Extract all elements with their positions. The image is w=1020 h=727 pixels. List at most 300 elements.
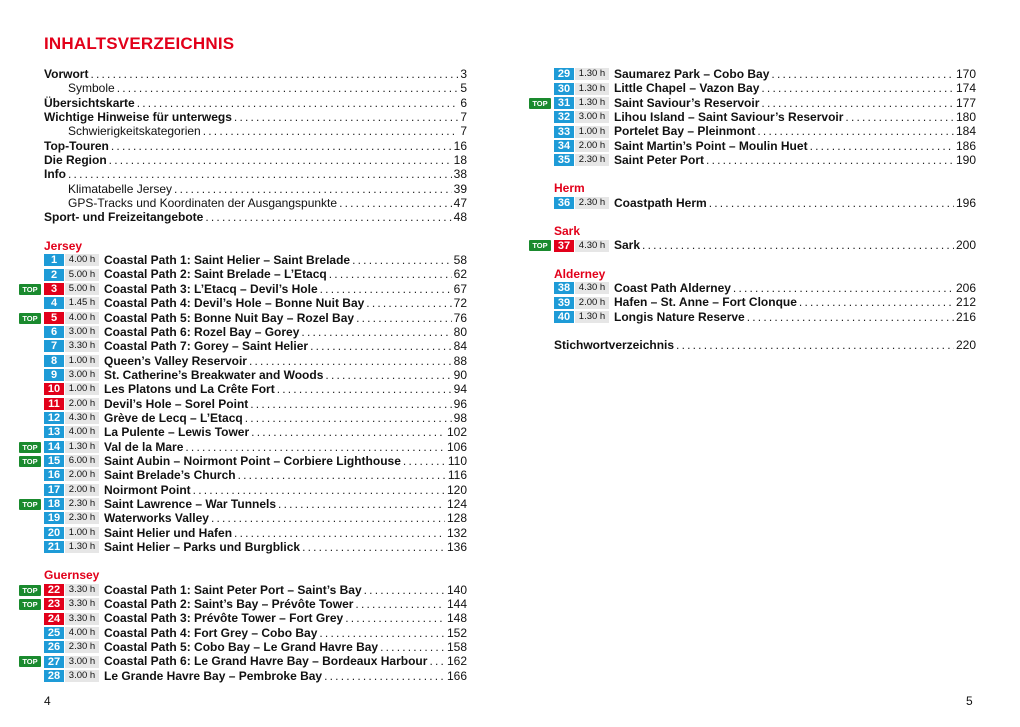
tour-duration: 4.00 h (65, 312, 99, 324)
toc-entry[interactable] (44, 96, 467, 110)
tour-number: 25 (44, 627, 64, 639)
dot-leader (429, 654, 445, 668)
tour-page: 124 (446, 496, 467, 511)
page-title: INHALTSVERZEICHNIS (44, 34, 235, 53)
tour-title: Saumarez Park – Cobo Bay (614, 67, 770, 81)
region-heading: Guernsey (44, 568, 100, 583)
tour-number: 38 (554, 282, 574, 294)
dot-leader (174, 182, 452, 196)
tour-duration: 4.00 h (65, 627, 99, 639)
tour-title: Hafen – St. Anne – Fort Clonque (614, 295, 797, 310)
tour-entry[interactable] (532, 238, 976, 253)
dot-leader (117, 81, 459, 95)
dot-leader (403, 454, 446, 468)
dot-leader (137, 96, 459, 110)
dot-leader (234, 110, 458, 124)
tour-duration: 3.30 h (65, 584, 99, 596)
tour-duration: 1.30 h (575, 68, 609, 80)
tour-duration: 2.00 h (65, 484, 99, 496)
toc-entry[interactable] (44, 153, 467, 167)
tour-entry[interactable] (554, 153, 976, 167)
tour-title: Sark (614, 238, 641, 253)
tour-entry[interactable] (22, 439, 467, 454)
tour-page: 76 (453, 310, 467, 325)
tour-duration: 2.30 h (65, 512, 99, 524)
toc-entry-page: 38 (453, 167, 467, 182)
dot-leader (277, 382, 452, 396)
tour-title: Coastal Path 4: Devil’s Hole – Bonne Nuit Bay (104, 296, 365, 311)
region-heading: Sark (554, 224, 581, 239)
tour-entry[interactable] (44, 397, 467, 411)
tour-entry[interactable] (44, 354, 467, 368)
toc-entry[interactable] (44, 182, 467, 196)
toc-left-column (22, 67, 467, 683)
tour-entry[interactable] (554, 81, 976, 95)
tour-title: Saint Helier – Parks und Burgblick (104, 540, 301, 554)
tour-page: 106 (446, 439, 467, 454)
toc-entry[interactable] (44, 81, 467, 95)
tour-title: Little Chapel – Vazon Bay (614, 81, 760, 96)
dot-leader (185, 440, 445, 454)
toc-entry-label: Stichwortverzeichnis (554, 338, 675, 353)
dot-leader (301, 325, 451, 339)
tour-duration: 3.00 h (65, 369, 99, 381)
tour-page: 186 (955, 138, 976, 153)
tour-number: 15 (44, 455, 64, 467)
tour-entry[interactable] (44, 669, 467, 683)
tour-number: 2 (44, 269, 64, 281)
dot-leader (810, 139, 954, 153)
spacer (44, 554, 467, 568)
tour-duration: 2.00 h (65, 398, 99, 410)
dot-leader (203, 124, 459, 138)
tour-entry[interactable] (44, 325, 467, 339)
tour-page: 158 (446, 640, 467, 655)
dot-leader (245, 411, 452, 425)
tour-title: Coastal Path 6: Le Grand Havre Bay – Bordeaux Harbour (104, 654, 428, 669)
dot-leader (319, 626, 445, 640)
tour-entry[interactable] (44, 611, 467, 625)
tour-entry[interactable] (22, 281, 467, 296)
tour-title: Coastal Path 3: Prévôte Tower – Fort Grey (104, 611, 344, 626)
dot-leader (325, 368, 451, 382)
tour-page: 166 (446, 668, 467, 683)
tour-title: La Pulente – Lewis Tower (104, 425, 250, 440)
dot-leader (799, 295, 954, 309)
tour-entry[interactable] (22, 654, 467, 669)
top-badge: TOP (19, 499, 41, 510)
right-page (510, 0, 1020, 727)
dot-leader (193, 483, 445, 497)
tour-entry[interactable] (44, 511, 467, 525)
tour-page: 90 (453, 367, 467, 382)
tour-page: 196 (955, 195, 976, 210)
tour-entry[interactable] (22, 597, 467, 612)
tour-duration: 4.30 h (65, 412, 99, 424)
dot-leader (747, 310, 954, 324)
tour-entry[interactable] (22, 453, 467, 468)
dot-leader (310, 339, 452, 353)
tour-title: Grève de Lecq – L’Etacq (104, 410, 243, 425)
dot-leader (249, 354, 452, 368)
spacer (554, 253, 976, 267)
toc-entry[interactable] (44, 210, 467, 224)
page-number-right: 5 (966, 694, 973, 708)
region-heading: Herm (554, 181, 585, 196)
tour-duration: 1.00 h (65, 527, 99, 539)
tour-entry[interactable] (554, 281, 976, 295)
tour-number: 8 (44, 355, 64, 367)
dot-leader (329, 267, 452, 281)
tour-title: Saint Saviour’s Reservoir (614, 95, 760, 110)
dot-leader (324, 669, 445, 683)
dot-leader (356, 311, 452, 325)
toc-entry-label: Info (44, 167, 66, 182)
tour-page: 144 (446, 597, 467, 612)
tour-page: 80 (453, 324, 467, 339)
tour-duration: 2.00 h (575, 140, 609, 152)
tour-duration: 1.30 h (575, 97, 609, 109)
top-badge: TOP (529, 98, 551, 109)
toc-entry[interactable] (44, 67, 467, 81)
tour-page: 162 (446, 654, 467, 669)
dot-leader (676, 338, 954, 352)
tour-duration: 4.00 h (65, 254, 99, 266)
tour-entry[interactable] (44, 368, 467, 382)
tour-number: 4 (44, 297, 64, 309)
tour-title: Coastal Path 2: Saint’s Bay – Prévôte Tower (104, 597, 354, 612)
dot-leader (339, 196, 452, 210)
tour-entry[interactable] (22, 582, 467, 597)
tour-number: 9 (44, 369, 64, 381)
tour-number: 34 (554, 140, 574, 152)
toc-entry-label: Klimatabelle Jersey (68, 181, 173, 196)
tour-page: 174 (955, 81, 976, 96)
toc-entry-page: 7 (460, 110, 467, 125)
tour-number: 20 (44, 527, 64, 539)
tour-entry[interactable] (44, 526, 467, 540)
top-badge: TOP (529, 240, 551, 251)
tour-number: 32 (554, 111, 574, 123)
dot-leader (771, 67, 954, 81)
tour-entry[interactable] (554, 67, 976, 81)
tour-page: 170 (955, 67, 976, 81)
tour-title: Saint Helier und Hafen (104, 525, 233, 540)
toc-entry[interactable] (44, 110, 467, 124)
tour-duration: 1.00 h (65, 383, 99, 395)
tour-number: 12 (44, 412, 64, 424)
tour-entry[interactable] (44, 468, 467, 482)
tour-number: 13 (44, 426, 64, 438)
tour-number: 21 (44, 541, 64, 553)
region-heading: Alderney (554, 266, 606, 281)
tour-page: 148 (446, 611, 467, 626)
tour-page: 190 (955, 153, 976, 168)
toc-entry-page: 39 (453, 181, 467, 196)
dot-leader (642, 238, 954, 252)
top-badge: TOP (19, 284, 41, 295)
tour-number: 37 (554, 240, 574, 252)
dot-leader (278, 497, 445, 511)
tour-page: 96 (453, 396, 467, 411)
tour-entry[interactable] (532, 95, 976, 110)
tour-title: Longis Nature Reserve (614, 309, 745, 324)
tour-duration: 1.45 h (65, 297, 99, 309)
tour-number: 26 (44, 641, 64, 653)
tour-title: Portelet Bay – Pleinmont (614, 124, 756, 139)
tour-page: 88 (453, 353, 467, 368)
spacer (44, 225, 467, 239)
top-badge: TOP (19, 313, 41, 324)
tour-number: 16 (44, 469, 64, 481)
tour-number: 33 (554, 126, 574, 138)
tour-entry[interactable] (44, 626, 467, 640)
tour-entry[interactable] (554, 124, 976, 138)
top-badge: TOP (19, 599, 41, 610)
tour-page: 212 (955, 295, 976, 310)
tour-number: 40 (554, 311, 574, 323)
tour-page: 180 (955, 110, 976, 125)
tour-page: 67 (453, 281, 467, 296)
tour-number: 31 (554, 97, 574, 109)
tour-number: 28 (44, 670, 64, 682)
tour-title: Coastal Path 1: Saint Peter Port – Saint’s Bay (104, 582, 362, 597)
dot-leader (109, 153, 452, 167)
toc-entry-label: Top-Touren (44, 138, 109, 153)
tour-title: Devil’s Hole – Sorel Point (104, 396, 249, 411)
tour-page: 140 (446, 582, 467, 597)
toc-entry-page: 47 (453, 196, 467, 211)
dot-leader (761, 96, 954, 110)
dot-leader (211, 511, 445, 525)
tour-duration: 4.00 h (65, 426, 99, 438)
tour-entry[interactable] (22, 496, 467, 511)
tour-entry[interactable] (554, 196, 976, 210)
tour-title: Lihou Island – Saint Saviour’s Reservoir (614, 110, 844, 125)
tour-entry[interactable] (22, 310, 467, 325)
top-badge: TOP (19, 442, 41, 453)
tour-duration: 3.30 h (65, 613, 99, 625)
tour-page: 58 (453, 253, 467, 268)
tour-entry[interactable] (44, 267, 467, 281)
dot-leader (380, 640, 445, 654)
tour-page: 62 (453, 267, 467, 282)
tour-entry[interactable] (44, 540, 467, 554)
toc-entry-label: Die Region (44, 153, 107, 168)
tour-number: 36 (554, 197, 574, 209)
tour-entry[interactable] (44, 425, 467, 439)
spacer (554, 210, 976, 224)
tour-entry[interactable] (554, 110, 976, 124)
top-badge: TOP (19, 656, 41, 667)
toc-entry-label: Vorwort (44, 67, 89, 81)
tour-page: 72 (453, 296, 467, 311)
dot-leader (90, 67, 458, 81)
toc-entry-page: 6 (460, 95, 467, 110)
tour-duration: 5.00 h (65, 269, 99, 281)
tour-title: Le Grande Havre Bay – Pembroke Bay (104, 668, 323, 683)
page-number-left: 4 (44, 694, 51, 708)
tour-duration: 6.00 h (65, 455, 99, 467)
tour-duration: 3.30 h (65, 340, 99, 352)
tour-duration: 1.30 h (65, 541, 99, 553)
toc-entry-label: Symbole (68, 81, 115, 96)
dot-leader (251, 425, 445, 439)
tour-duration: 2.00 h (575, 297, 609, 309)
tour-title: Coastpath Herm (614, 195, 707, 210)
tour-title: Saint Brelade’s Church (104, 468, 236, 483)
dot-leader (320, 282, 452, 296)
tour-number: 3 (44, 283, 64, 295)
tour-duration: 3.00 h (65, 670, 99, 682)
tour-page: 206 (955, 281, 976, 296)
tour-page: 136 (446, 540, 467, 554)
dot-leader (366, 296, 451, 310)
toc-entry[interactable] (44, 124, 467, 138)
tour-page: 177 (955, 95, 976, 110)
tour-title: Saint Aubin – Noirmont Point – Corbiere Lighthouse (104, 453, 401, 468)
tour-title: Waterworks Valley (104, 511, 209, 526)
toc-entry-label: GPS-Tracks und Koordinaten der Ausgangspunkte (68, 196, 338, 211)
dot-leader (250, 397, 451, 411)
tour-entry[interactable] (554, 295, 976, 309)
tour-number: 39 (554, 297, 574, 309)
tour-duration: 2.30 h (65, 498, 99, 510)
tour-page: 98 (453, 410, 467, 425)
tour-entry[interactable] (44, 253, 467, 267)
tour-page: 116 (447, 468, 467, 483)
dot-leader (111, 139, 452, 153)
toc-entry[interactable] (554, 338, 976, 352)
toc-entry-page: 220 (955, 338, 976, 353)
tour-title: Queen’s Valley Reservoir (104, 353, 247, 368)
tour-duration: 1.30 h (575, 83, 609, 95)
region-heading: Jersey (44, 238, 83, 253)
tour-duration: 4.30 h (575, 282, 609, 294)
tour-title: Saint Peter Port (614, 153, 705, 168)
tour-number: 27 (44, 656, 64, 668)
tour-entry[interactable] (554, 310, 976, 324)
tour-title: Coastal Path 7: Gorey – Saint Helier (104, 339, 309, 354)
dot-leader (364, 583, 445, 597)
spacer (554, 324, 976, 338)
toc-right-column (532, 67, 976, 353)
tour-title: Noirmont Point (104, 482, 191, 497)
tour-title: Coastal Path 6: Rozel Bay – Gorey (104, 324, 300, 339)
tour-title: Coastal Path 4: Fort Grey – Cobo Bay (104, 625, 318, 640)
toc-entry-page: 48 (453, 210, 467, 225)
tour-title: Coastal Path 1: Saint Helier – Saint Brelade (104, 253, 351, 268)
toc-entry-label: Sport- und Freizeitangebote (44, 210, 204, 225)
dot-leader (355, 597, 445, 611)
tour-page: 94 (453, 382, 467, 397)
spacer (554, 167, 976, 181)
tour-page: 84 (453, 339, 467, 354)
tour-duration: 3.00 h (65, 656, 99, 668)
tour-number: 10 (44, 383, 64, 395)
tour-page: 200 (955, 238, 976, 253)
toc-entry-page: 5 (460, 81, 467, 96)
toc-entry-label: Übersichtskarte (44, 95, 135, 110)
tour-number: 7 (44, 340, 64, 352)
tour-number: 1 (44, 254, 64, 266)
top-badge: TOP (19, 456, 41, 467)
dot-leader (302, 540, 445, 554)
tour-number: 35 (554, 154, 574, 166)
toc-entry-page: 16 (453, 138, 467, 153)
tour-number: 14 (44, 441, 64, 453)
tour-number: 23 (44, 598, 64, 610)
tour-page: 102 (446, 425, 467, 440)
toc-entry[interactable] (44, 196, 467, 210)
dot-leader (234, 526, 445, 540)
toc-entry-page: 18 (453, 153, 467, 168)
tour-entry[interactable] (44, 296, 467, 310)
tour-duration: 1.00 h (65, 355, 99, 367)
tour-number: 6 (44, 326, 64, 338)
tour-duration: 1.00 h (575, 126, 609, 138)
dot-leader (845, 110, 954, 124)
tour-page: 132 (446, 525, 467, 540)
tour-duration: 4.30 h (575, 240, 609, 252)
tour-entry[interactable] (44, 382, 467, 396)
tour-page: 184 (955, 124, 976, 139)
dot-leader (733, 281, 954, 295)
tour-title: Saint Lawrence – War Tunnels (104, 496, 277, 511)
dot-leader (352, 253, 452, 267)
tour-title: Coastal Path 5: Bonne Nuit Bay – Rozel Bay (104, 310, 355, 325)
tour-title: Les Platons und La Crête Fort (104, 382, 275, 397)
tour-duration: 2.30 h (575, 154, 609, 166)
tour-duration: 3.00 h (65, 326, 99, 338)
toc-entry-label: Wichtige Hinweise für unterwegs (44, 110, 232, 125)
tour-page: 216 (955, 309, 976, 324)
tour-duration: 2.00 h (65, 469, 99, 481)
tour-number: 24 (44, 613, 64, 625)
tour-entry[interactable] (44, 339, 467, 353)
toc-entry[interactable] (44, 139, 467, 153)
tour-number: 29 (554, 68, 574, 80)
tour-title: Saint Martin’s Point – Moulin Huet (614, 138, 808, 153)
tour-title: Coastal Path 3: L’Etacq – Devil’s Hole (104, 281, 318, 296)
tour-number: 30 (554, 83, 574, 95)
tour-entry[interactable] (554, 139, 976, 153)
dot-leader (68, 167, 452, 181)
tour-page: 110 (447, 453, 467, 468)
tour-duration: 1.30 h (575, 311, 609, 323)
tour-entry[interactable] (44, 411, 467, 425)
dot-leader (706, 153, 954, 167)
tour-duration: 2.30 h (575, 197, 609, 209)
dot-leader (238, 468, 446, 482)
tour-entry[interactable] (44, 640, 467, 654)
toc-entry[interactable] (44, 167, 467, 181)
tour-title: Coastal Path 5: Cobo Bay – Le Grand Havre Bay (104, 640, 379, 655)
toc-entry-page: 3 (460, 67, 467, 81)
tour-duration: 3.30 h (65, 598, 99, 610)
tour-number: 19 (44, 512, 64, 524)
dot-leader (757, 124, 954, 138)
tour-page: 120 (446, 482, 467, 497)
tour-duration: 5.00 h (65, 283, 99, 295)
top-badge: TOP (19, 585, 41, 596)
dot-leader (345, 611, 445, 625)
dot-leader (205, 210, 451, 224)
dot-leader (761, 81, 954, 95)
tour-duration: 1.30 h (65, 441, 99, 453)
tour-page: 128 (446, 511, 467, 526)
tour-entry[interactable] (44, 483, 467, 497)
